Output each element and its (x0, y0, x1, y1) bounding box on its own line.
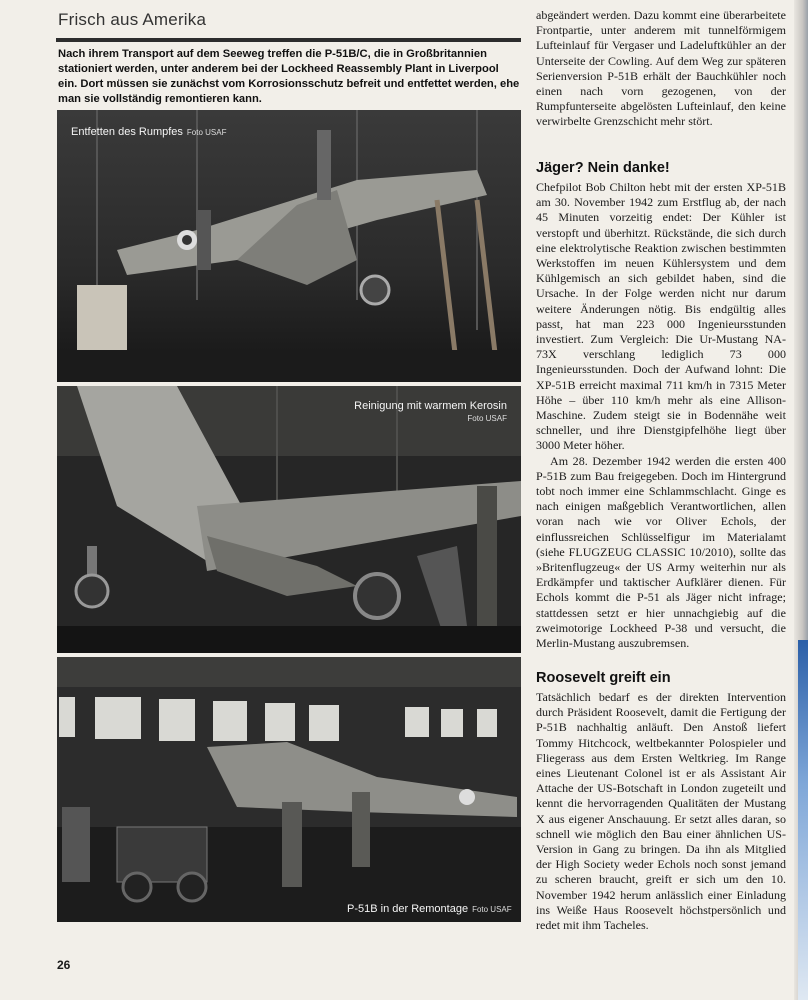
intro-text: Nach ihrem Transport auf dem Seeweg treffen die P-51B/C, die in Großbritannien stationiert werden, unter anderem bei der Lockheed Reassembly Plant in Liverpool ein. Dort müssen sie zunächst vom Korrosionsschutz befreit und entfettet werden, ehe man sie vollständig remontieren kann. (58, 48, 520, 105)
photo-2-caption-box (354, 400, 507, 423)
photo-3-caption-box (347, 903, 512, 915)
photo-remontage (57, 657, 521, 922)
photo-3-image (57, 657, 521, 922)
body-column-bottom (536, 690, 786, 933)
paragraph-1: Chefpilot Bob Chilton hebt mit der ersten XP-51B am 30. November 1942 zum Erstflug ab, der nach 45 Minuten vorzeitig endet: Der Kühler ist verstopft und überhitzt. Rückstände, die sich durch eine elektrolytische Reaktion zwischen bestimmten Werkstoffen im neuen Kühlersystem und dem Kühlgemisch an sich gebildet haben, sind die Ursache. In der Folge werden nicht nur darum weitere Änderungen nötig. Bis endgültig alles passt, hat man 223 000 Ingenieursstunden investiert. Zum Vergleich: Die Ur-Mustang NA-73X verschlang lediglich 73 000 Ingenieursstunden. Doch der Aufwand lohnt: Die XP-51B erreicht maximal 711 km/h in 7315 Meter Höhe – über 110 km/h mehr als eine Allison-Maschine. Zudem steigt sie in Bodennähe weit schneller, und ihre Dienstgipfelhöhe liegt über 3000 Meter höher. (536, 180, 786, 453)
section-rule (56, 38, 521, 42)
photo-2-credit: Foto USAF (467, 414, 507, 423)
photo-kerosene-cleaning (57, 386, 521, 653)
photo-3-credit: Foto USAF (472, 905, 512, 914)
subhead-roosevelt: Roosevelt greift ein (536, 670, 671, 686)
body-column-middle (536, 180, 786, 651)
paragraph-0: abgeändert werden. Dazu kommt eine überarbeitete Frontpartie, unter anderem mit tunnelförmigem Lufteinlauf für Vergaser und Ladeluftkühler an der Unterseite der Cowling. Auf dem Weg zur späteren Serienversion P-51B erhält der Bauchkühler noch einen nach vorn gezogenen, von der Rumpfunterseite abgelösten Lufteinlauf, den keine verwirbelte Grenzschicht mehr stört. (536, 8, 786, 129)
paragraph-3: Tatsächlich bedarf es der direkten Intervention durch Präsident Roosevelt, damit die Fertigung der P-51B nachhaltig anläuft. Den Anstoß liefert Tommy Hitchcock, weltbekannter Polospieler und Fliegerass aus dem Ersten Weltkrieg. Im Range eines Lieutenant Colonel ist er als Assistant Air Attache der US-Botschaft in London zugeteilt und kennt die hervorragenden Qualitäten der Mustang X aus eigener Anschauung. Er setzt alles daran, so schnell wie möglich den Bau einer ähnlichen US-Version in Gang zu bringen. Da ihn als Mitglied der High Society weder Echols noch sonst jemand zu scheren braucht, greift er sich um den 10. November 1942 herum anlässlich einer Einladung ins Weiße Haus Roosevelt höchstpersönlich und redet mit ihm Tacheles. (536, 690, 786, 933)
photo-fuselage-degreasing (57, 110, 521, 382)
body-column-top (536, 8, 786, 130)
photo-1-image (57, 110, 521, 382)
paragraph-2: Am 28. Dezember 1942 werden die ersten 400 P-51B zum Bau freigegeben. Doch im Hintergrund tobt noch immer eine Schlammschlacht. Ginge es nach einigen maßgeblich Verantwortlichen, allen voran nach wie vor Oliver Echols, der einflussreichen Schlüsselfigur im Materialamt (siehe FLUGZEUG CLASSIC 10/2010), sollte das »Britenflugzeug« der US Army weiterhin nur als Erdkämpfer und taktischer Aufklärer dienen. Für Echols kommt die P-51 als Jäger nicht infrage; stattdessen setzt er hier unnachgiebig auf die zweimotorige Lockheed P-38 und versucht, die Merlin-Mustang auszubremsen. (536, 453, 786, 651)
photo-2-image (57, 386, 521, 653)
photo-2-caption: Reinigung mit warmem Kerosin (354, 400, 507, 412)
photo-3-caption: P-51B in der Remontage (347, 903, 469, 915)
page-number: 26 (57, 958, 71, 972)
photo-1-caption-box (71, 126, 226, 138)
section-title: Frisch aus Amerika (58, 10, 207, 29)
subhead-jaeger: Jäger? Nein danke! (536, 160, 670, 176)
photo-1-caption: Entfetten des Rumpfes (71, 126, 183, 138)
photo-1-credit: Foto USAF (186, 128, 227, 137)
next-page-edge (798, 640, 808, 1000)
